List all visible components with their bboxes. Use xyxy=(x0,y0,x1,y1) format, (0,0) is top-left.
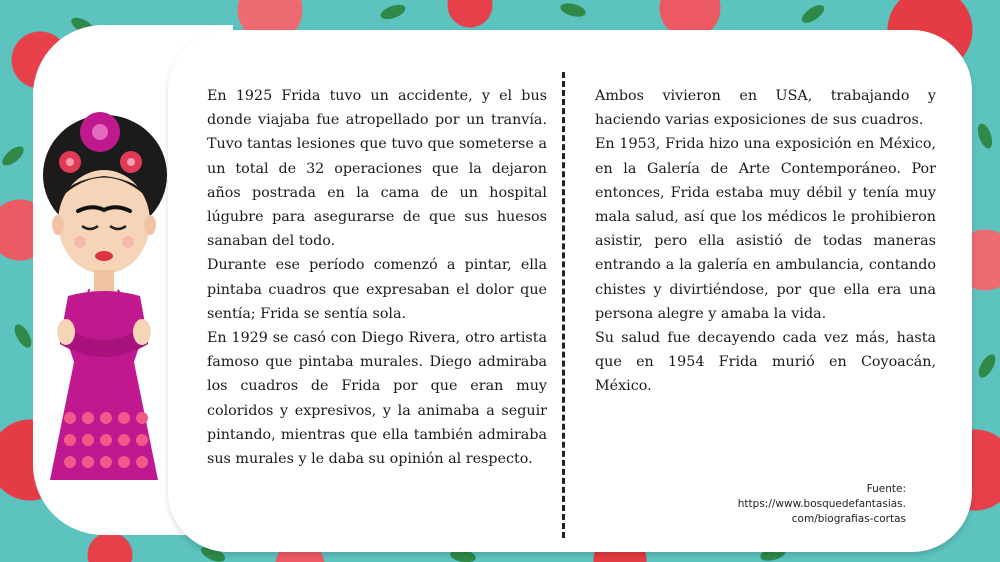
source-url-line-2: com/biografias-cortas xyxy=(791,513,906,525)
paragraph-painting: Durante ese período comenzó a pintar, ella pintaba cuadros que expresaban el dolor que sentía; Frida se sentía sola. xyxy=(207,257,547,322)
source-credit xyxy=(706,482,906,527)
source-label: Fuente: xyxy=(866,483,906,495)
head-flower-small-right-icon xyxy=(120,151,142,173)
leaf-icon xyxy=(799,2,827,27)
right-text-column xyxy=(595,84,936,399)
leaf-icon xyxy=(975,352,998,381)
paragraph-death: Su salud fue decayendo cada vez más, hasta que en 1954 Frida murió en Coyoacán, México. xyxy=(595,330,936,395)
column-divider xyxy=(562,72,565,538)
leaf-icon xyxy=(0,143,27,169)
left-text-column xyxy=(207,84,547,471)
head-flower-icon xyxy=(80,112,120,152)
frida-illustration xyxy=(30,100,180,500)
source-url-line-1: https://www.bosquedefantasias. xyxy=(737,498,906,510)
leaf-icon xyxy=(975,122,995,151)
leaf-icon xyxy=(559,1,587,19)
paragraph-accident: En 1925 Frida tuvo un accidente, y el bus donde viajaba fue atropellado por un tranvía. Tuvo tantas lesiones que tuvo que someterse a un total de 32 operaciones que la dejaron años postrada en la cama de un hospital lúgubre para asegurarse de que sus huesos sanaban del todo. xyxy=(207,88,547,250)
paragraph-marriage: En 1929 se casó con Diego Rivera, otro artista famoso que pintaba murales. Diego admiraba los cuadros de Frida por que eran muy coloridos y expresivos, y la animaba a seguir pintando, mientras que ella también admiraba sus murales y le daba su opinión al respecto. xyxy=(207,330,547,468)
paragraph-exhibition: En 1953, Frida hizo una exposición en México, en la Galería de Arte Contemporáneo. Por entonces, Frida estaba muy débil y tenía muy mala salud, así que los médicos le prohibieron asistir, pero ella asistió de todas maneras entrando a la galería en ambulancia, contando chistes y divirtiéndose, por que ella era una persona alegre y amaba la vida. xyxy=(595,136,936,322)
leaf-icon xyxy=(379,2,408,22)
paragraph-usa: Ambos vivieron en USA, trabajando y haciendo varias exposiciones de sus cuadros. xyxy=(595,88,936,129)
head-flower-small-left-icon xyxy=(59,151,81,173)
